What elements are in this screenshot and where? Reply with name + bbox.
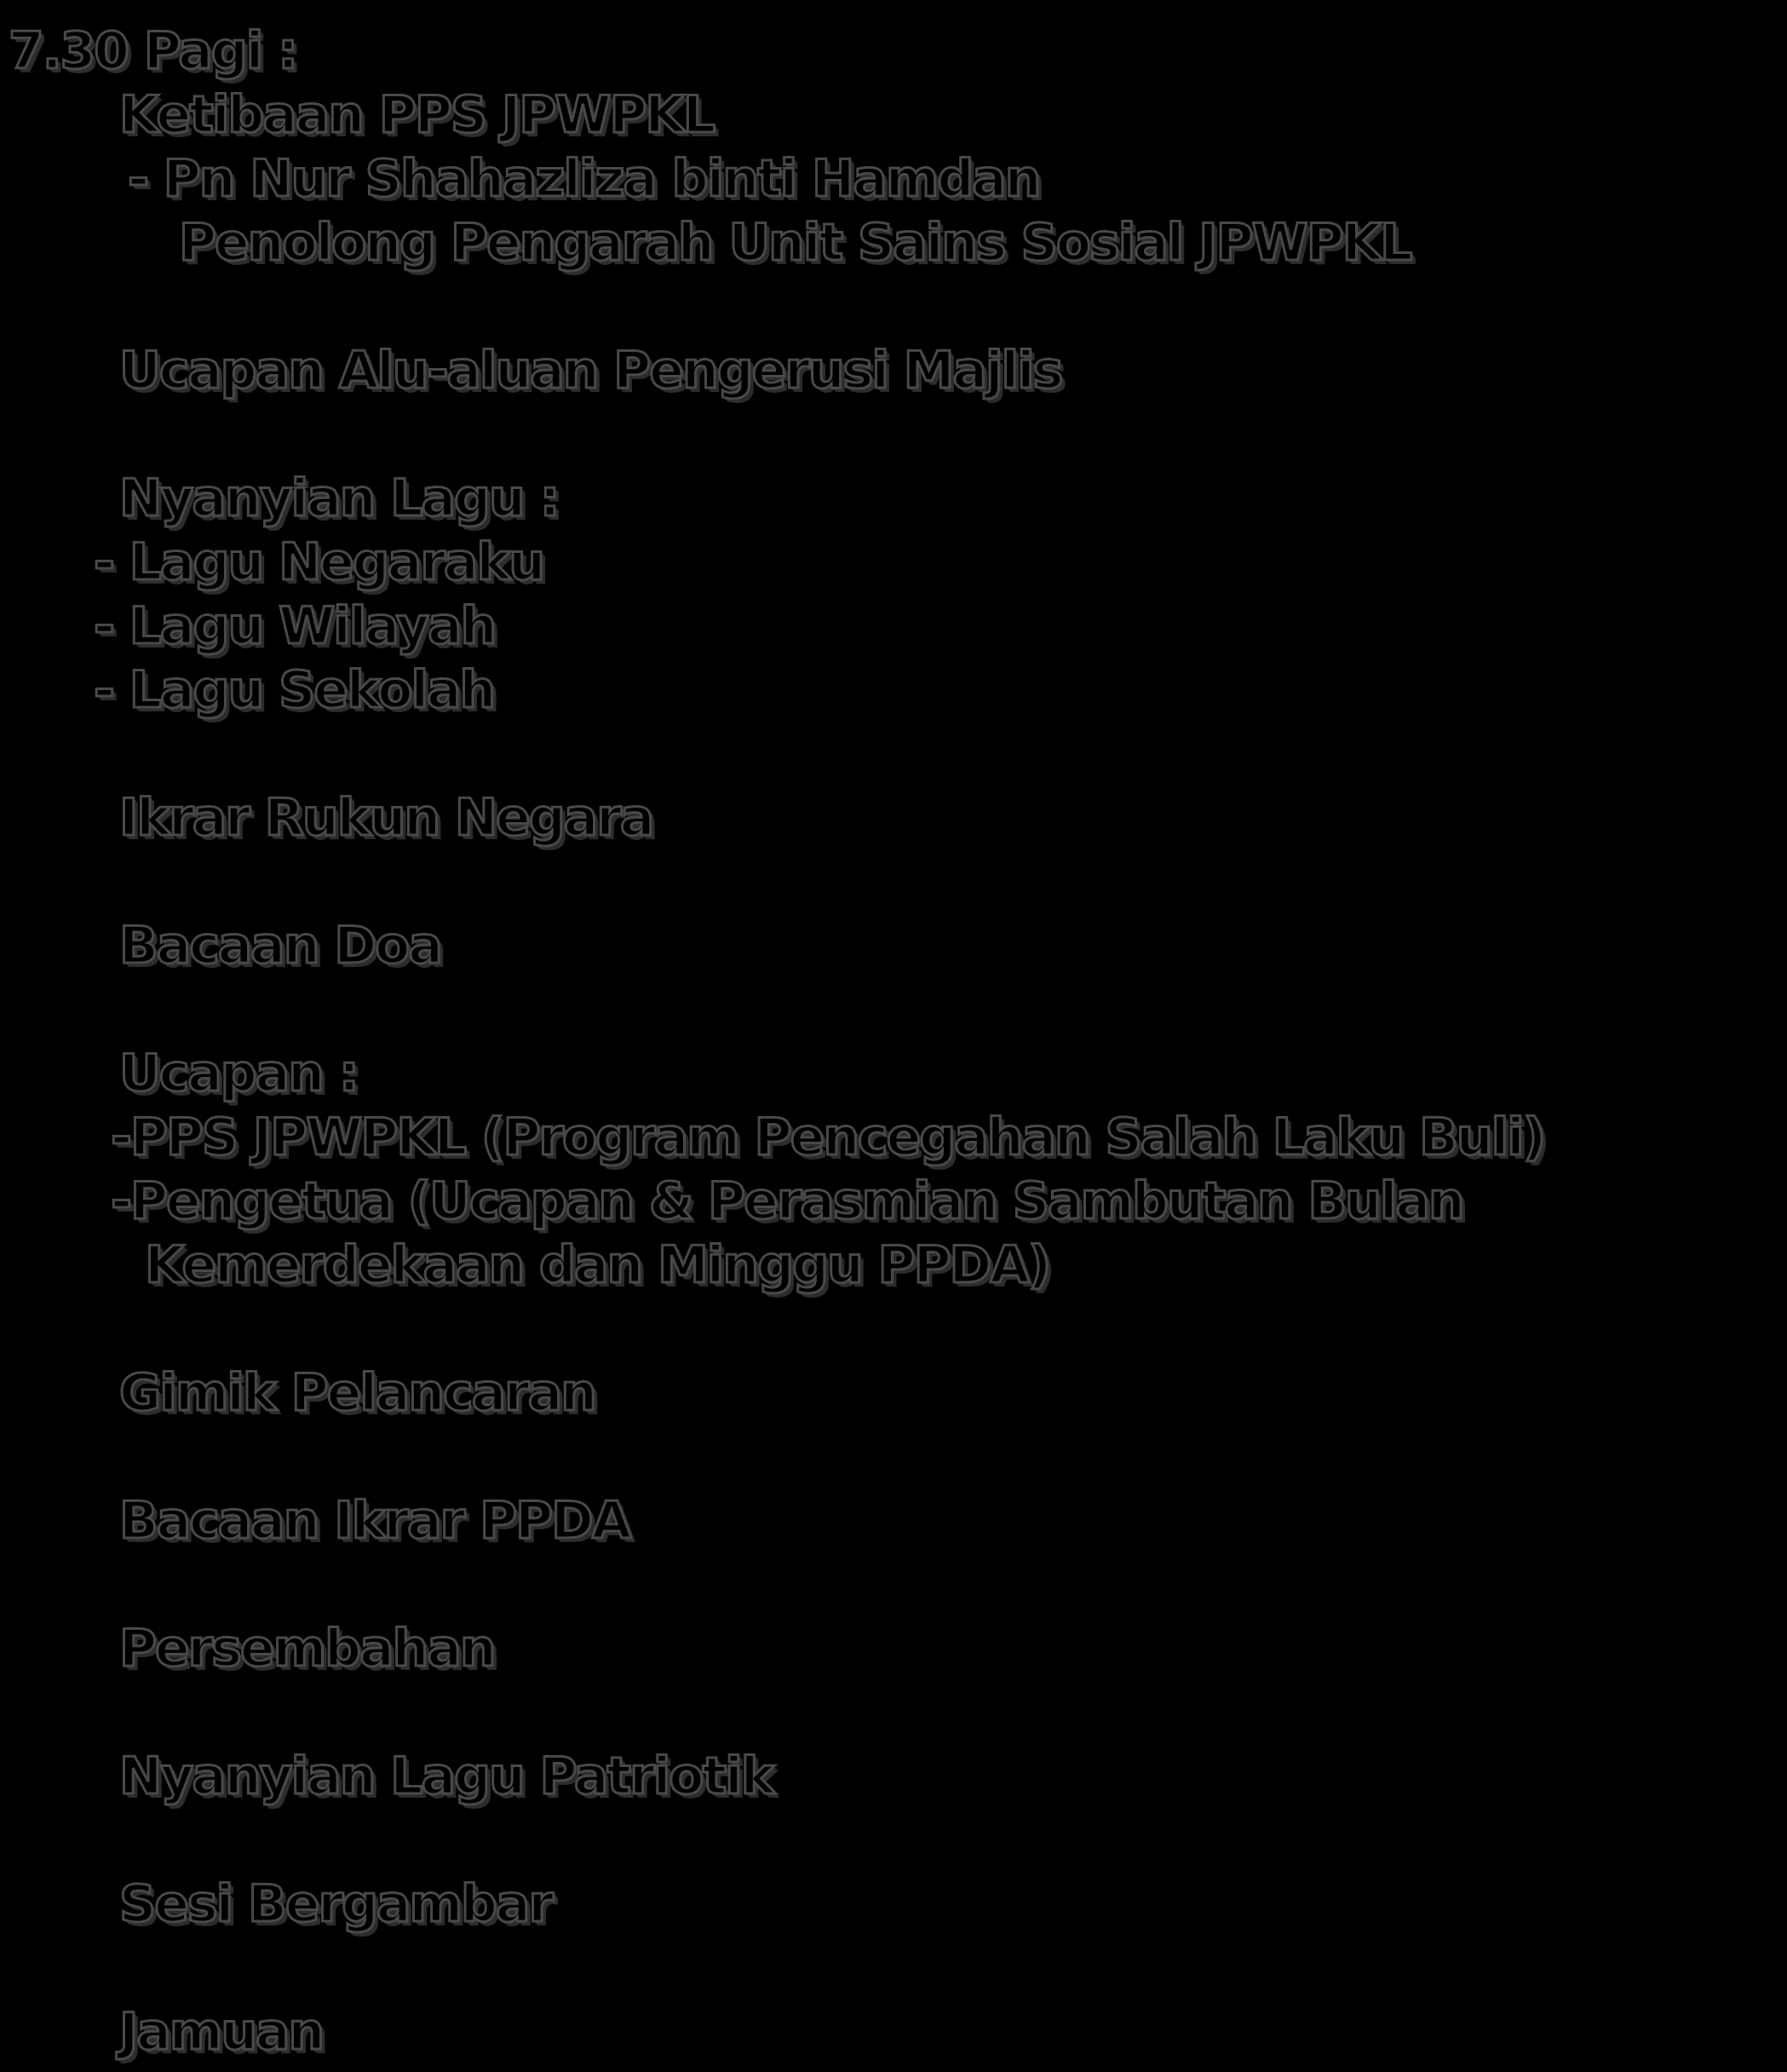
song-item: - Lagu Sekolah (94, 660, 495, 720)
photo-session: Sesi Bergambar (119, 1874, 553, 1934)
speech-item: -PPS JPWPKL (Program Pencegahan Salah Laku Buli) (111, 1108, 1545, 1167)
speeches-title: Ucapan : (119, 1044, 358, 1103)
feast: Jamuan (119, 2002, 324, 2062)
launch-gimmick: Gimik Pelancaran (119, 1363, 595, 1423)
schedule-time: 7.30 Pagi : (9, 21, 297, 81)
welcome-speech: Ucapan Alu-aluan Pengerusi Majlis (119, 341, 1062, 400)
song-item: - Lagu Wilayah (94, 596, 496, 656)
speech-item: -Pengetua (Ucapan & Perasmian Sambutan Bulan (111, 1171, 1463, 1231)
speech-item-continuation: Kemerdekaan dan Minggu PPDA) (145, 1235, 1050, 1295)
performance: Persembahan (119, 1619, 495, 1678)
arrival-name: - Pn Nur Shahazliza binti Hamdan (128, 149, 1040, 209)
patriotic-song: Nyanyian Lagu Patriotik (119, 1747, 773, 1806)
arrival-position: Penolong Pengarah Unit Sains Sosial JPWPKL (179, 213, 1411, 273)
rukun-negara-pledge: Ikrar Rukun Negara (119, 788, 653, 848)
songs-title: Nyanyian Lagu : (119, 469, 559, 528)
song-item: - Lagu Negaraku (94, 532, 544, 592)
prayer-reading: Bacaan Doa (119, 916, 441, 976)
arrival-title: Ketibaan PPS JPWPKL (119, 85, 715, 145)
ppda-pledge: Bacaan Ikrar PPDA (119, 1491, 630, 1551)
